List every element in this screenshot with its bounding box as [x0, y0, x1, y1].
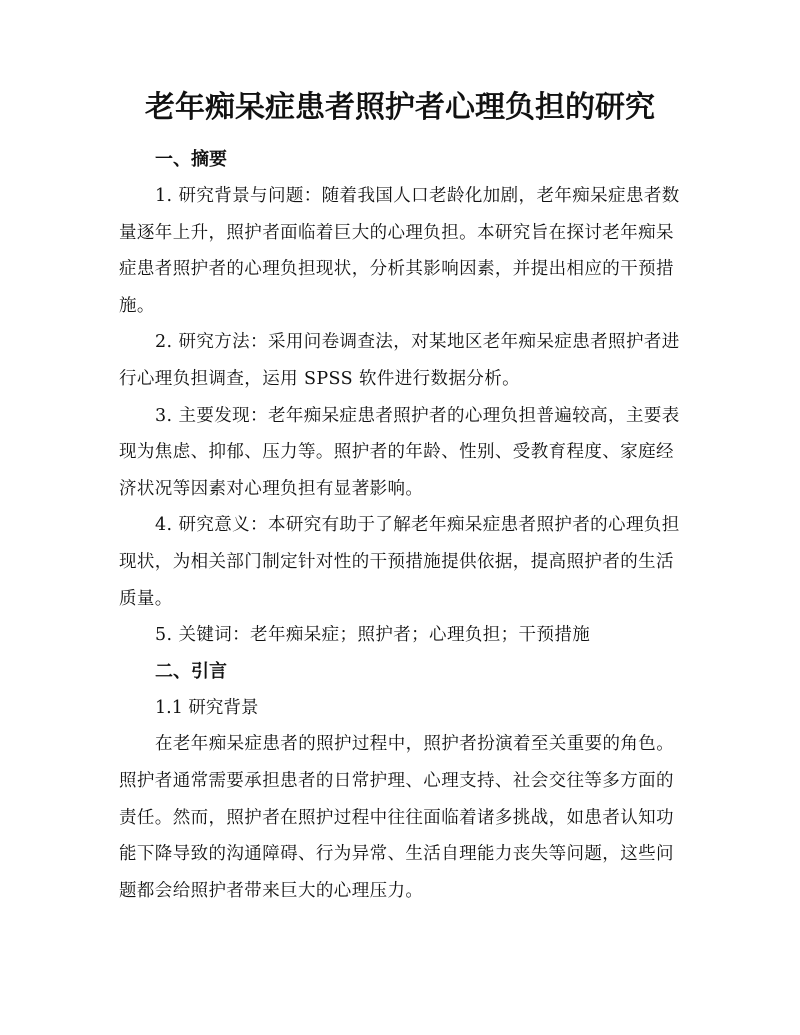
abstract-item-keywords: 5. 关键词：老年痴呆症；照护者；心理负担；干预措施 [155, 625, 591, 646]
abstract-item-findings: 3. 主要发现：老年痴呆症患者照护者的心理负担普遍较高，主要表现为焦虑、抑郁、压力等。照护者的年龄、性别、受教育程度、家庭经济状况等因素对心理负担有显著影响。 [119, 405, 680, 499]
document-title: 老年痴呆症患者照护者心理负担的研究 [145, 90, 655, 125]
section-heading-abstract: 一、摘要 [155, 149, 227, 170]
subsection-heading-background: 1.1 研究背景 [155, 697, 259, 718]
section-heading-intro: 二、引言 [155, 660, 227, 682]
intro-paragraph: 在老年痴呆症患者的照护过程中，照护者扮演着至关重要的角色。照护者通常需要承担患者的日常护理、心理支持、社会交往等多方面的责任。然而，照护者在照护过程中往往面临着诸多挑战，如患者认知功能下降导致的沟通障碍、行为异常、生活自理能力丧失等问题，这些问题都会给照护者带来巨大的心理压力。 [119, 734, 675, 901]
document-body [119, 142, 685, 909]
abstract-item-background: 1. 研究背景与问题：随着我国人口老龄化加剧，老年痴呆症患者数量逐年上升，照护者面临着巨大的心理负担。本研究旨在探讨老年痴呆症患者照护者的心理负担现状，分析其影响因素，并提出相应的干预措施。 [119, 186, 680, 316]
abstract-item-method: 2. 研究方法：采用问卷调查法，对某地区老年痴呆症患者照护者进行心理负担调查，运用 SPSS 软件进行数据分析。 [119, 332, 680, 389]
abstract-item-significance: 4. 研究意义：本研究有助于了解老年痴呆症患者照护者的心理负担现状，为相关部门制定针对性的干预措施提供依据，提高照护者的生活质量。 [119, 515, 680, 609]
